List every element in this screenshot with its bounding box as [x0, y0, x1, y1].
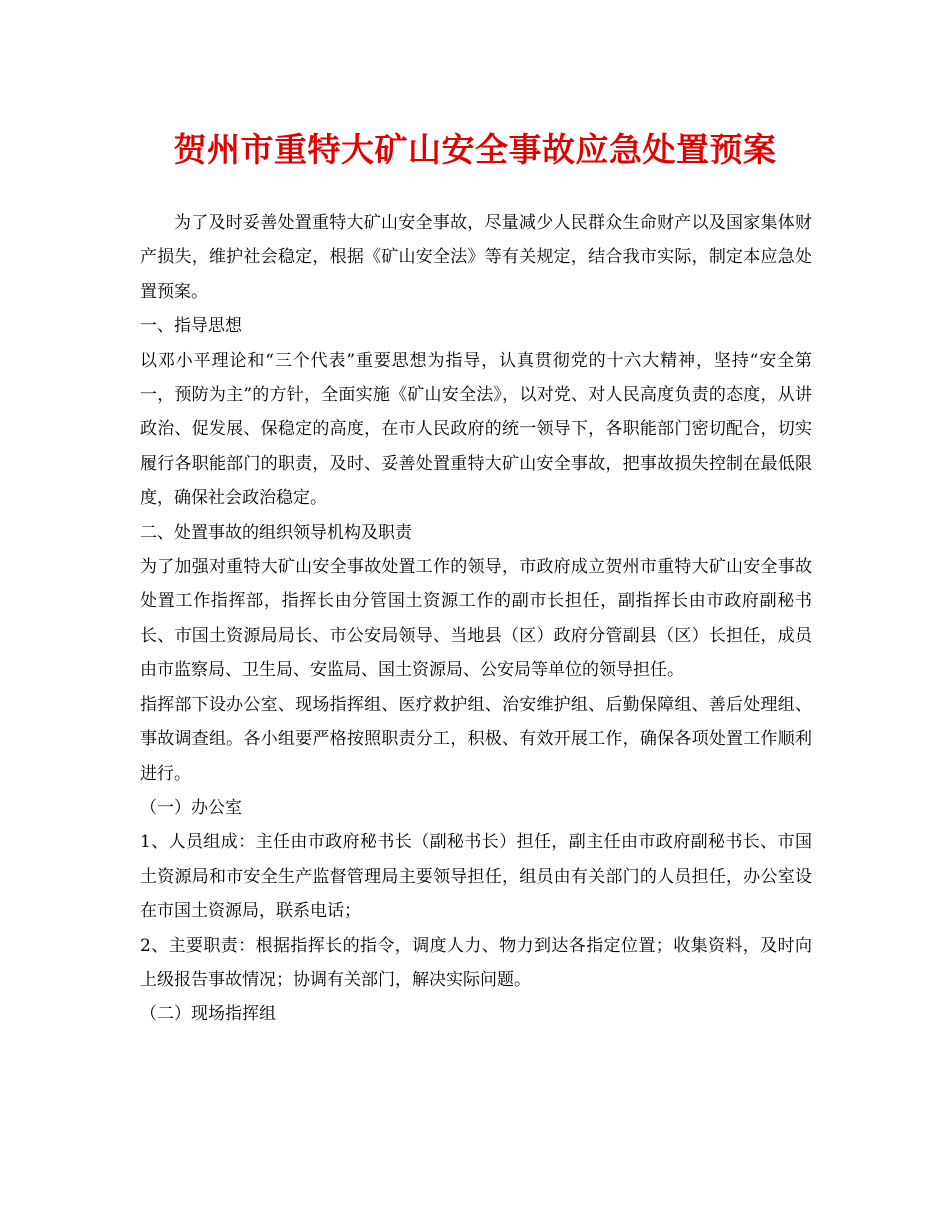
guiding-ideology-paragraph: 以邓小平理论和“三个代表”重要思想为指导，认真贯彻党的十六大精神，坚持“安全第一，预防为主”的方针，全面实施《矿山安全法》，以对党、对人民高度负责的态度，从讲政治、促发展、保稳定的高度，在市人民政府的统一领导下，各职能部门密切配合，切实履行各职能部门的职责，及时、妥善处置重特大矿山安全事故，把事故损失控制在最低限度，确保社会政治稳定。 [140, 350, 812, 509]
office-staffing-item: 1、人员组成：主任由市政府秘书长（副秘书长）担任，副主任由市政府副秘书长、市国土资源局和市安全生产监督管理局主要领导担任，组员由有关部门的人员担任，办公室设在市国土资源局，联系电话； [140, 832, 812, 922]
subsection-heading-onsite-command: （二）现场指挥组 [140, 1004, 276, 1025]
office-duties-item: 2、主要职责：根据指挥长的指令，调度人力、物力到达各指定位置；收集资料，及时向上级报告事故情况；协调有关部门，解决实际问题。 [140, 935, 812, 990]
subsection-heading-office: （一）办公室 [140, 797, 242, 818]
section-heading-guiding-ideology: 一、指导思想 [140, 316, 242, 337]
intro-paragraph: 为了及时妥善处置重特大矿山安全事故，尽量减少人民群众生命财产以及国家集体财产损失，维护社会稳定，根据《矿山安全法》等有关规定，结合我市实际，制定本应急处置预案。 [140, 213, 812, 302]
organization-paragraph: 为了加强对重特大矿山安全事故处置工作的领导，市政府成立贺州市重特大矿山安全事故处置工作指挥部，指挥长由分管国土资源工作的副市长担任，副指挥长由市政府副秘书长、市国土资源局局长、市公安局领导、当地县（区）政府分管副县（区）长担任，成员由市监察局、卫生局、安监局、国土资源局、公安局等单位的领导担任。 [140, 557, 812, 681]
section-heading-organization: 二、处置事故的组织领导机构及职责 [140, 522, 412, 543]
command-structure-paragraph: 指挥部下设办公室、现场指挥组、医疗救护组、治安维护组、后勤保障组、善后处理组、事故调查组。各小组要严格按照职责分工，积极、有效开展工作，确保各项处置工作顺利进行。 [140, 694, 812, 784]
document-title: 贺州市重特大矿山安全事故应急处置预案 [173, 130, 777, 169]
document-body [140, 206, 812, 1032]
